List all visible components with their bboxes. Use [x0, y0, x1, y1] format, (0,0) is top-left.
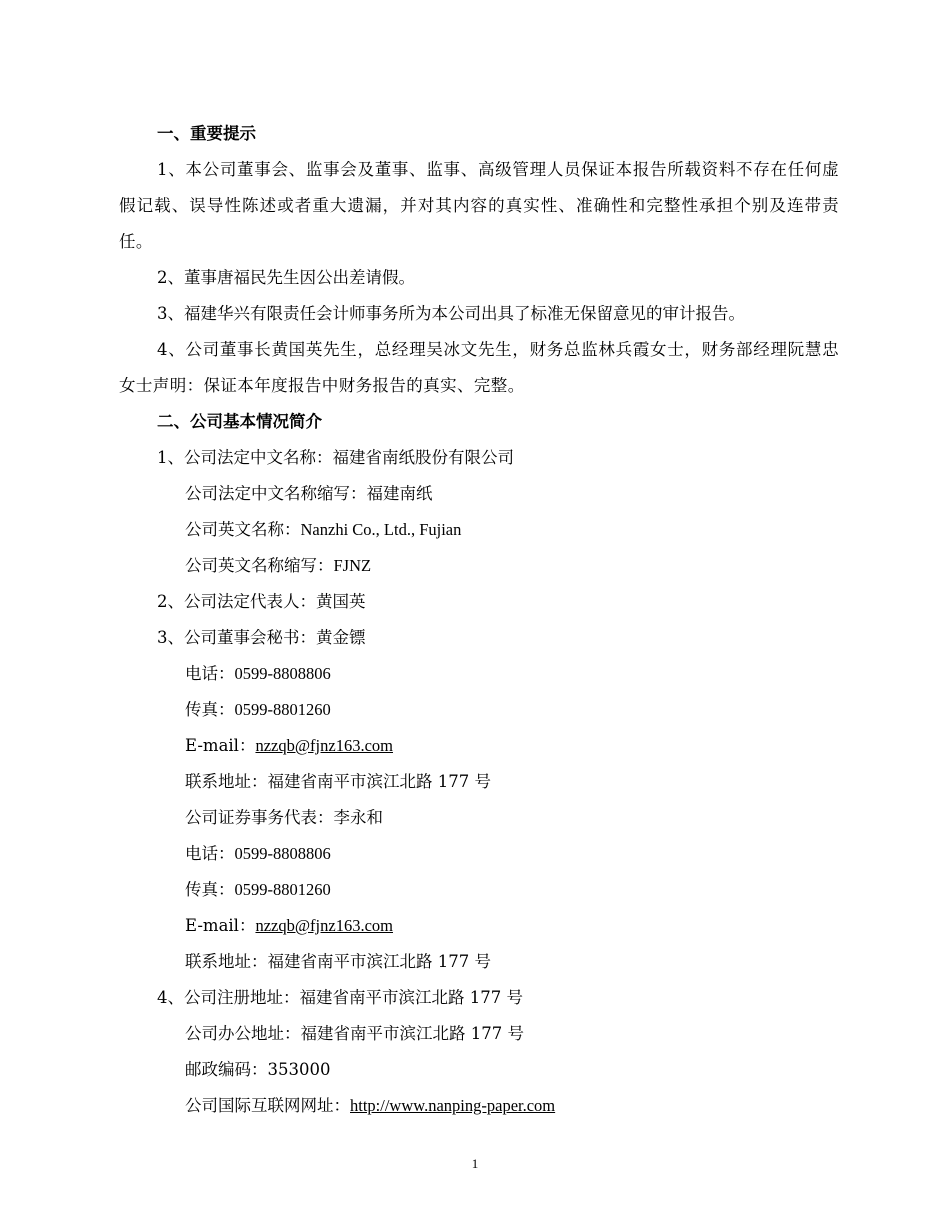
- securities-representative: 公司证券事务代表：李永和: [185, 808, 383, 827]
- representative-email: [119, 908, 839, 944]
- representative-fax: [119, 872, 839, 908]
- company-chinese-name: 1、公司法定中文名称：福建省南纸股份有限公司: [157, 448, 514, 467]
- paragraph-board-guarantee: 1、本公司董事会、监事会及董事、监事、高级管理人员保证本报告所载资料不存在任何虚假记载、误导性陈述或者重大遗漏，并对其内容的真实性、准确性和完整性承担个别及连带责任。: [119, 160, 839, 251]
- secretary-fax: [119, 692, 839, 728]
- section-heading-company-profile: 二、公司基本情况简介: [157, 412, 322, 431]
- office-address: 公司办公地址：福建省南平市滨江北路 177 号: [185, 1024, 524, 1043]
- registered-address: 4、公司注册地址：福建省南平市滨江北路 177 号: [157, 988, 523, 1007]
- secretary-fax-value: 0599-8801260: [234, 700, 331, 719]
- secretary-email-label: E-mail：: [185, 736, 256, 755]
- company-english-name-value: Nanzhi Co., Ltd., Fujian: [300, 520, 462, 539]
- secretary-email-link[interactable]: nzzqb@fjnz163.com: [255, 736, 393, 755]
- company-chinese-short-name: 公司法定中文名称缩写：福建南纸: [185, 484, 433, 503]
- secretary-address: 联系地址：福建省南平市滨江北路 177 号: [185, 772, 491, 791]
- company-english-short-name: [119, 548, 839, 584]
- paragraph-audit-opinion: 3、福建华兴有限责任会计师事务所为本公司出具了标准无保留意见的审计报告。: [157, 304, 745, 323]
- paragraph-management-statement: 4、公司董事长黄国英先生，总经理吴冰文先生，财务总监林兵霞女士，财务部经理阮慧忠女士声明：保证本年度报告中财务报告的真实、完整。: [119, 340, 839, 395]
- secretary-email: [119, 728, 839, 764]
- company-website-link[interactable]: http://www.nanping-paper.com: [350, 1096, 556, 1115]
- representative-fax-value: 0599-8801260: [234, 880, 331, 899]
- company-english-name: [119, 512, 839, 548]
- representative-phone: [119, 836, 839, 872]
- paragraph-director-leave: 2、董事唐福民先生因公出差请假。: [157, 268, 415, 287]
- representative-phone-value: 0599-8808806: [234, 844, 331, 863]
- representative-address: 联系地址：福建省南平市滨江北路 177 号: [185, 952, 491, 971]
- company-english-short-name-label: 公司英文名称缩写：: [185, 556, 334, 575]
- board-secretary: 3、公司董事会秘书：黄金镖: [157, 628, 366, 647]
- company-website-label: 公司国际互联网网址：: [185, 1096, 350, 1115]
- secretary-phone-label: 电话：: [185, 664, 235, 683]
- representative-email-link[interactable]: nzzqb@fjnz163.com: [255, 916, 393, 935]
- secretary-phone-value: 0599-8808806: [234, 664, 331, 683]
- representative-email-label: E-mail：: [185, 916, 256, 935]
- secretary-fax-label: 传真：: [185, 700, 235, 719]
- document-body: [119, 116, 839, 1124]
- legal-representative: 2、公司法定代表人：黄国英: [157, 592, 366, 611]
- secretary-phone: [119, 656, 839, 692]
- company-website: [119, 1088, 839, 1124]
- section-heading-important-notice: 一、重要提示: [157, 124, 256, 143]
- representative-phone-label: 电话：: [185, 844, 235, 863]
- representative-fax-label: 传真：: [185, 880, 235, 899]
- company-english-name-label: 公司英文名称：: [185, 520, 301, 539]
- page-number: 1: [471, 1156, 479, 1171]
- postal-code: 邮政编码：353000: [185, 1060, 331, 1079]
- company-english-short-name-value: FJNZ: [333, 556, 372, 575]
